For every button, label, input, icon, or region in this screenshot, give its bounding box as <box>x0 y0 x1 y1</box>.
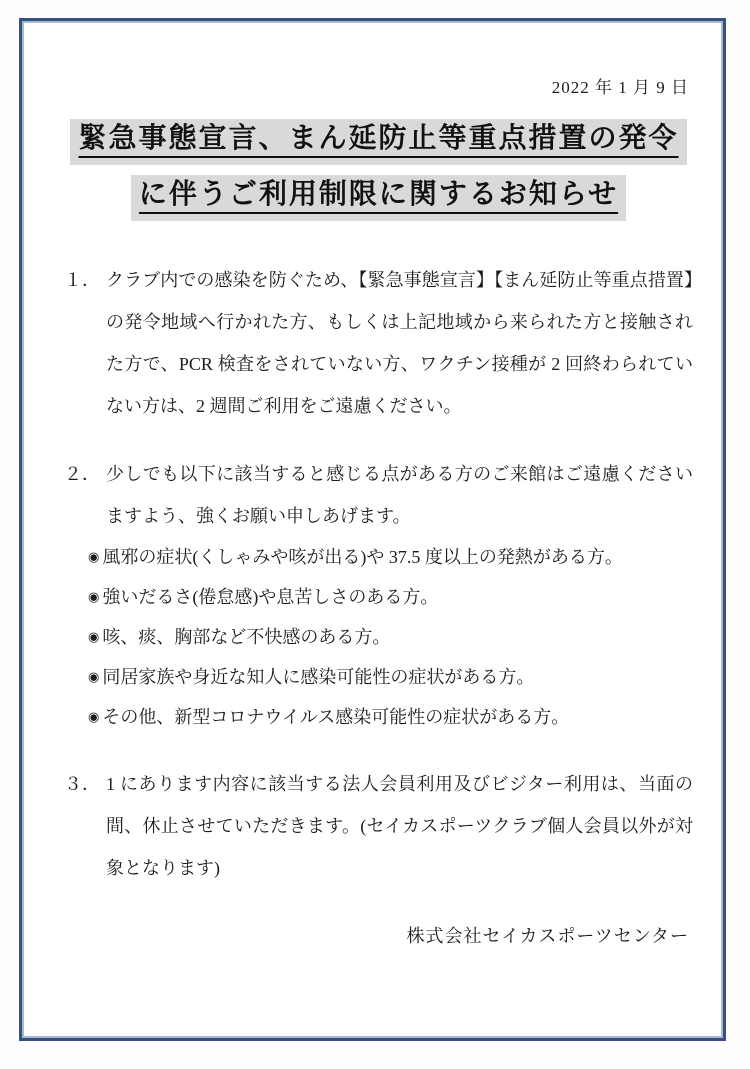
document-content <box>22 21 723 1038</box>
symptom-bullet-list <box>88 537 693 737</box>
title-text-line-1: 緊急事態宣言、まん延防止等重点措置の発令 <box>70 119 686 165</box>
notice-item-2-text: 少しでも以下に該当すると感じる点がある方のご来館はご遠慮くださいますよう、強くお願い申しあげます。 <box>106 464 693 526</box>
symptom-bullet-2-text: 強いだるさ(倦怠感)や息苦しさのある方。 <box>102 587 439 607</box>
symptom-bullet-5-text: その他、新型コロナウイルス感染可能性の症状がある方。 <box>102 707 570 727</box>
document-border-frame <box>19 18 726 1041</box>
symptom-bullet-4 <box>88 657 693 697</box>
symptom-bullet-4-text: 同居家族や身近な知人に感染可能性の症状がある方。 <box>102 667 535 687</box>
symptom-bullet-3 <box>88 617 693 657</box>
company-signature: 株式会社セイカスポーツセンター <box>406 926 689 946</box>
document-title <box>64 119 693 221</box>
symptom-bullet-2 <box>88 577 693 617</box>
notice-item-3-number: ３． <box>64 774 100 794</box>
notice-item-3-text: 1 にあります内容に該当する法人会員利用及びビジター利用は、当面の間、休止させていただきます。(セイカスポーツクラブ個人会員以外が対象となります) <box>106 774 693 878</box>
document-date: 2022 年 1 月 9 日 <box>551 78 689 97</box>
notice-item-1-number: １． <box>64 270 100 290</box>
title-text-line-2: に伴うご利用制限に関するお知らせ <box>131 175 626 221</box>
fisheye-bullet-icon: ◉ <box>88 549 100 564</box>
fisheye-bullet-icon: ◉ <box>88 669 100 684</box>
fisheye-bullet-icon: ◉ <box>88 709 100 724</box>
document-title-line-1 <box>64 119 693 165</box>
notice-item-2 <box>64 453 693 537</box>
notice-item-3 <box>64 763 693 889</box>
notice-item-1 <box>64 259 693 427</box>
notice-item-2-number: ２． <box>64 464 100 484</box>
symptom-bullet-3-text: 咳、痰、胸部など不快感のある方。 <box>102 627 391 647</box>
symptom-bullet-5 <box>88 697 693 737</box>
document-title-line-2 <box>64 175 693 221</box>
symptom-bullet-1 <box>88 537 693 577</box>
fisheye-bullet-icon: ◉ <box>88 589 100 604</box>
fisheye-bullet-icon: ◉ <box>88 629 100 644</box>
symptom-bullet-1-text: 風邪の症状(くしゃみや咳が出る)や 37.5 度以上の発熱がある方。 <box>102 547 623 567</box>
notice-item-1-text: クラブ内での感染を防ぐため、【緊急事態宣言】【まん延防止等重点措置】の発令地域へ行かれた方、もしくは上記地域から来られた方と接触された方で、PCR 検査をされていない方、ワクチン接種が 2 回終わられていない方は、2 週間ご利用をご遠慮ください。 <box>106 270 693 416</box>
